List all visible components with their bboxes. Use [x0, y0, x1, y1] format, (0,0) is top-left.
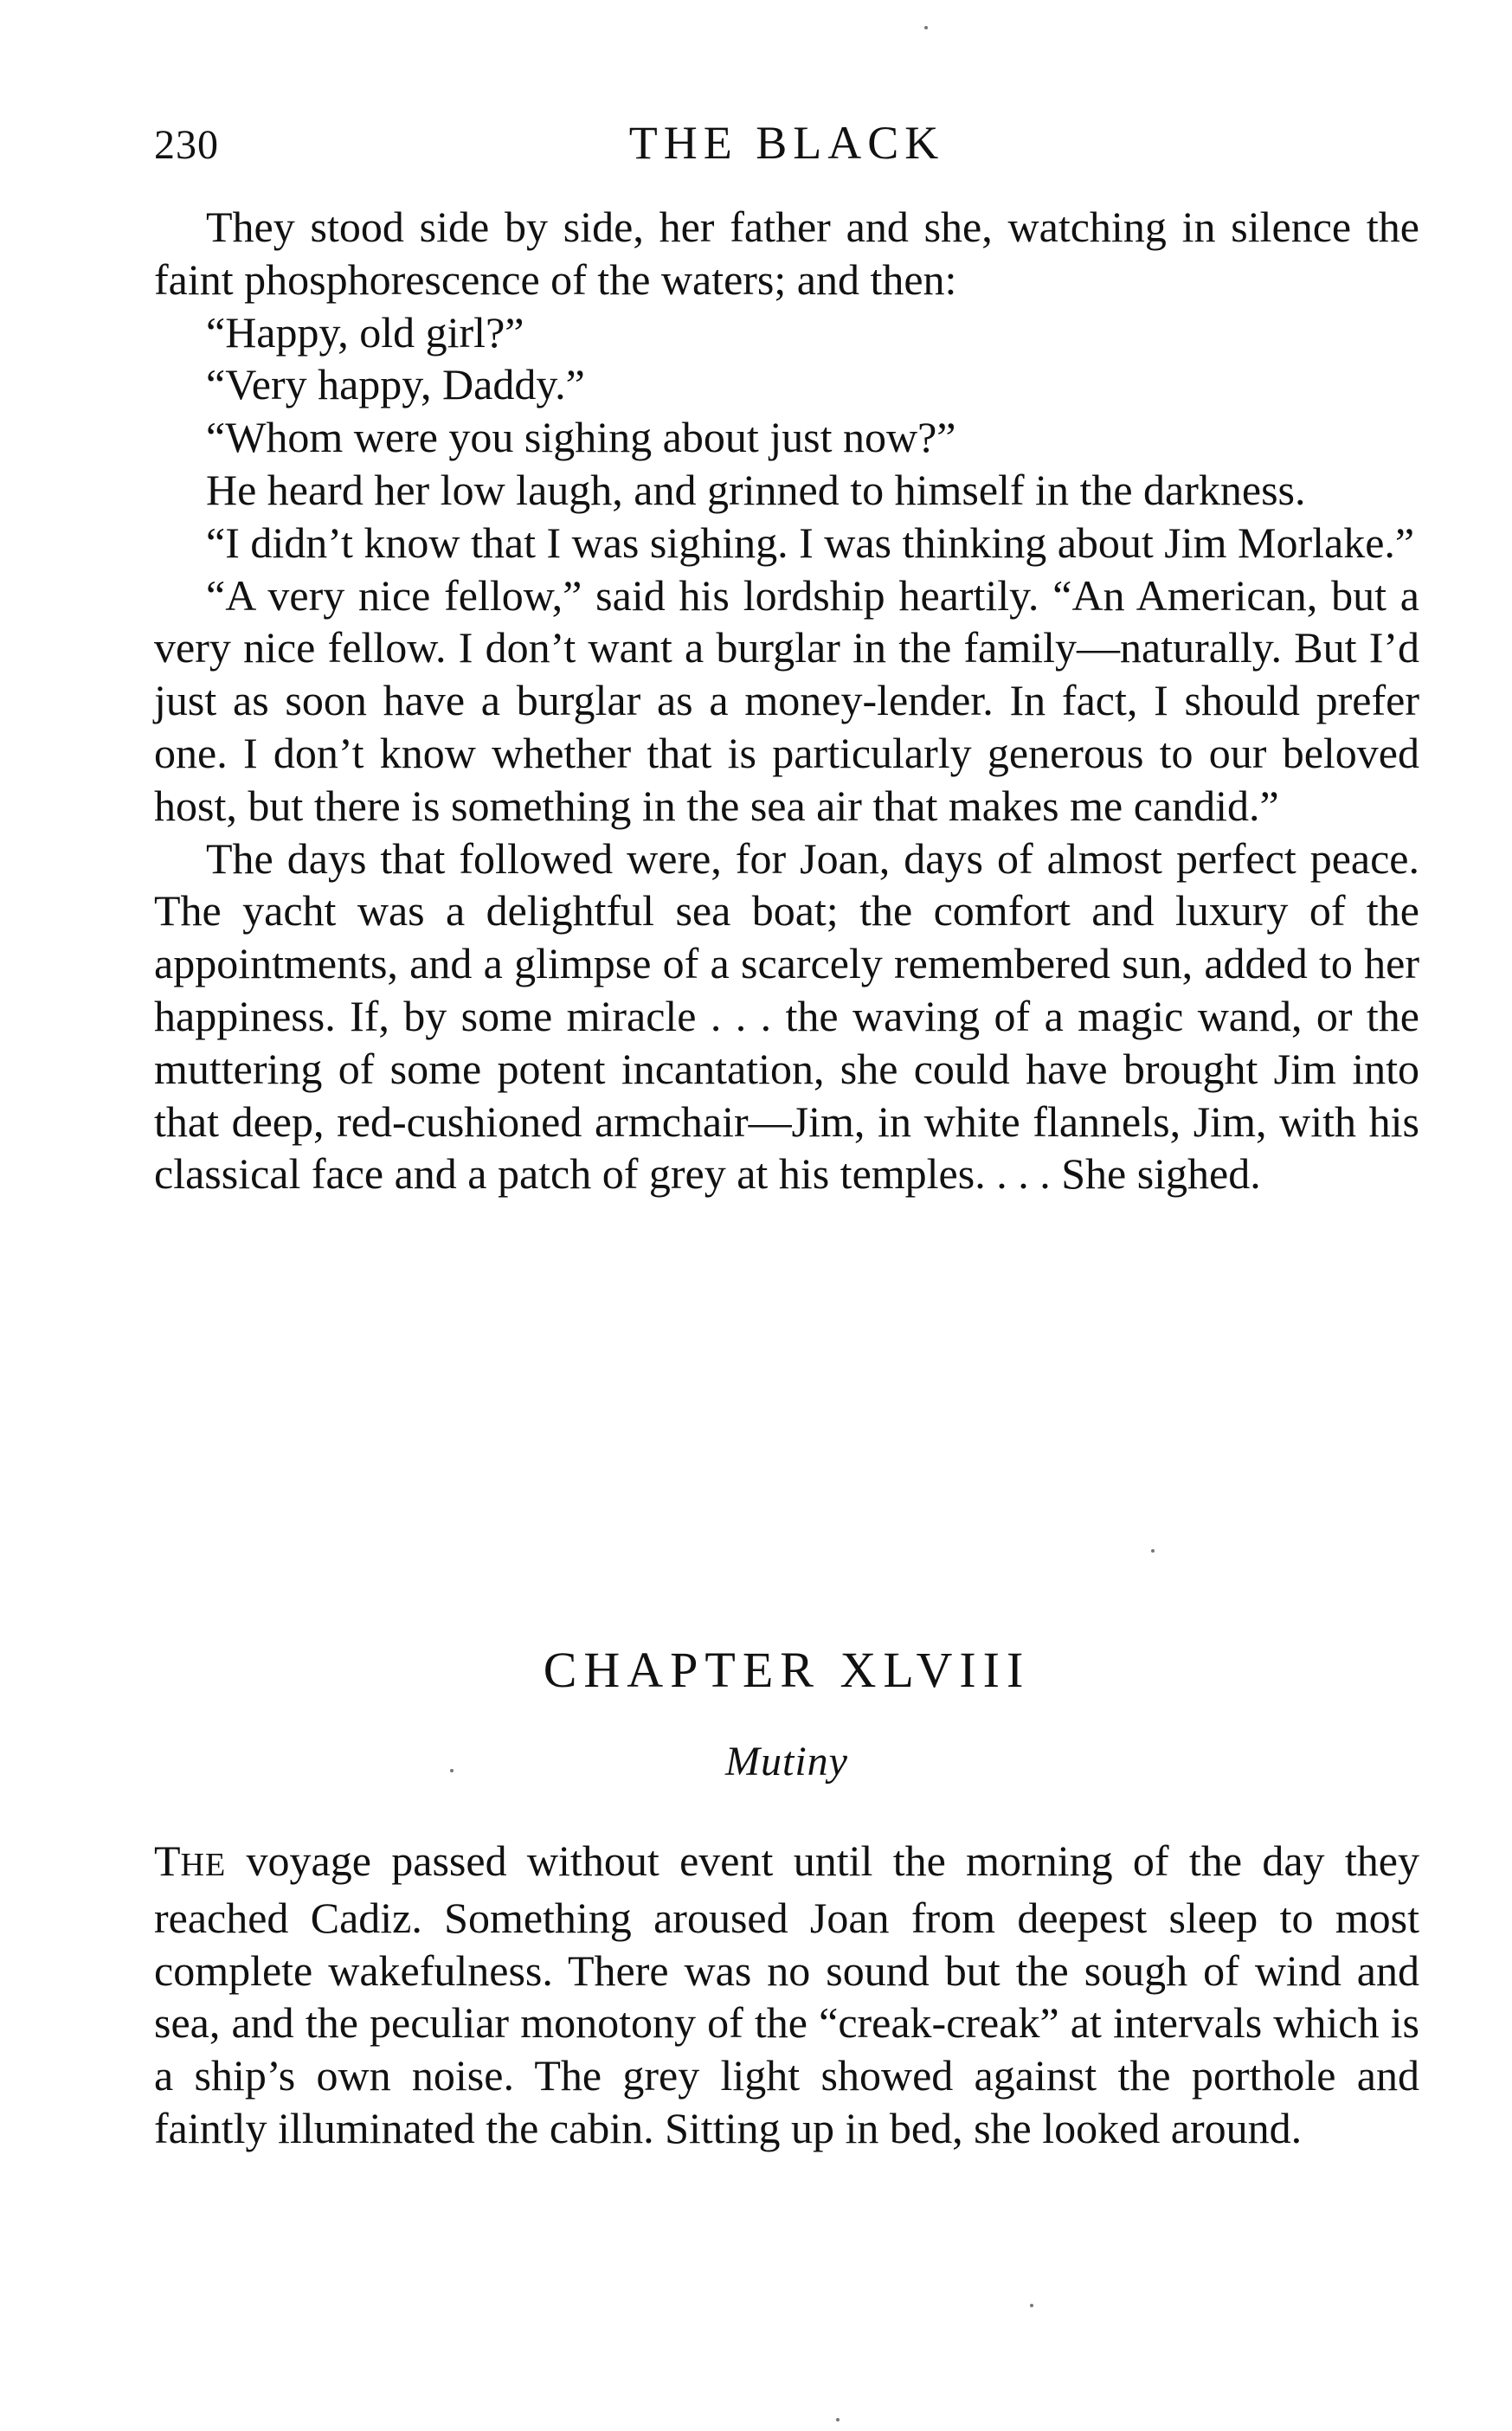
paragraph: The days that followed were, for Joan, days of almost perfect peace. The yacht was a delightful sea boat; the comfort and luxury of the appointments, and a glimpse of a scarcely remembered sun, added to her happiness. If, by some miracle . . . the waving of a magic wand, or the muttering of some potent incantation, she could have brought Jim into that deep, red-cushioned armchair—Jim, in white flannels, Jim, with his classical face and a patch of grey at his temples. . . . She sighed. [154, 833, 1419, 1199]
print-speck [450, 1769, 454, 1772]
page-header [154, 111, 1419, 171]
chapter-initial-letter: T [154, 1836, 181, 1885]
text-block-chapter-start [154, 1835, 1419, 2155]
chapter-opening-paragraph [154, 1835, 1419, 2155]
chapter-subtitle: Mutiny [725, 1739, 848, 1785]
book-page [154, 0, 1419, 2431]
text-block-before-chapter [154, 201, 1419, 1200]
paragraph: “I didn’t know that I was sighing. I was thinking about Jim Morlake.” [206, 518, 1415, 567]
paragraph: They stood side by side, her father and she, watching in silence the faint phosphorescence of the waters; and then: [154, 203, 1419, 304]
print-speck [924, 26, 928, 29]
paragraph: “Happy, old girl?” [206, 307, 524, 357]
chapter-heading: CHAPTER XLVIII [543, 1642, 1031, 1698]
print-speck [836, 2418, 840, 2421]
chapter-opening-small-caps: HE [180, 1847, 227, 1883]
paragraph: “Whom were you sighing about just now?” [206, 413, 956, 462]
running-title: THE BLACK [628, 117, 945, 169]
page-number: 230 [154, 122, 219, 168]
paragraph: He heard her low laugh, and grinned to himself in the darkness. [206, 465, 1306, 514]
print-speck [1030, 2304, 1033, 2307]
paragraph: “A very nice fellow,” said his lordship heartily. “An American, but a very nice fellow. I don’t want a burglar in the family—naturally. But I’d just as soon have a burglar as a money-lender. In fact, I should prefer one. I don’t know whether that is particularly generous to our beloved host, but there is something in the sea air that makes me candid.” [154, 570, 1419, 830]
print-speck [1151, 1549, 1155, 1553]
paragraph: “Very happy, Daddy.” [206, 360, 585, 409]
chapter-opening-text: voyage passed without event until the morning of the day they reached Cadiz. Something aroused Joan from deepest sleep to most complete wakefulness. There was no sound but the sough of wind and sea, and the peculiar monotony of the “creak-creak” at intervals which is a ship’s own noise. The grey light showed against the porthole and faintly illuminated the cabin. Sitting up in bed, she looked around. [154, 1836, 1419, 2152]
